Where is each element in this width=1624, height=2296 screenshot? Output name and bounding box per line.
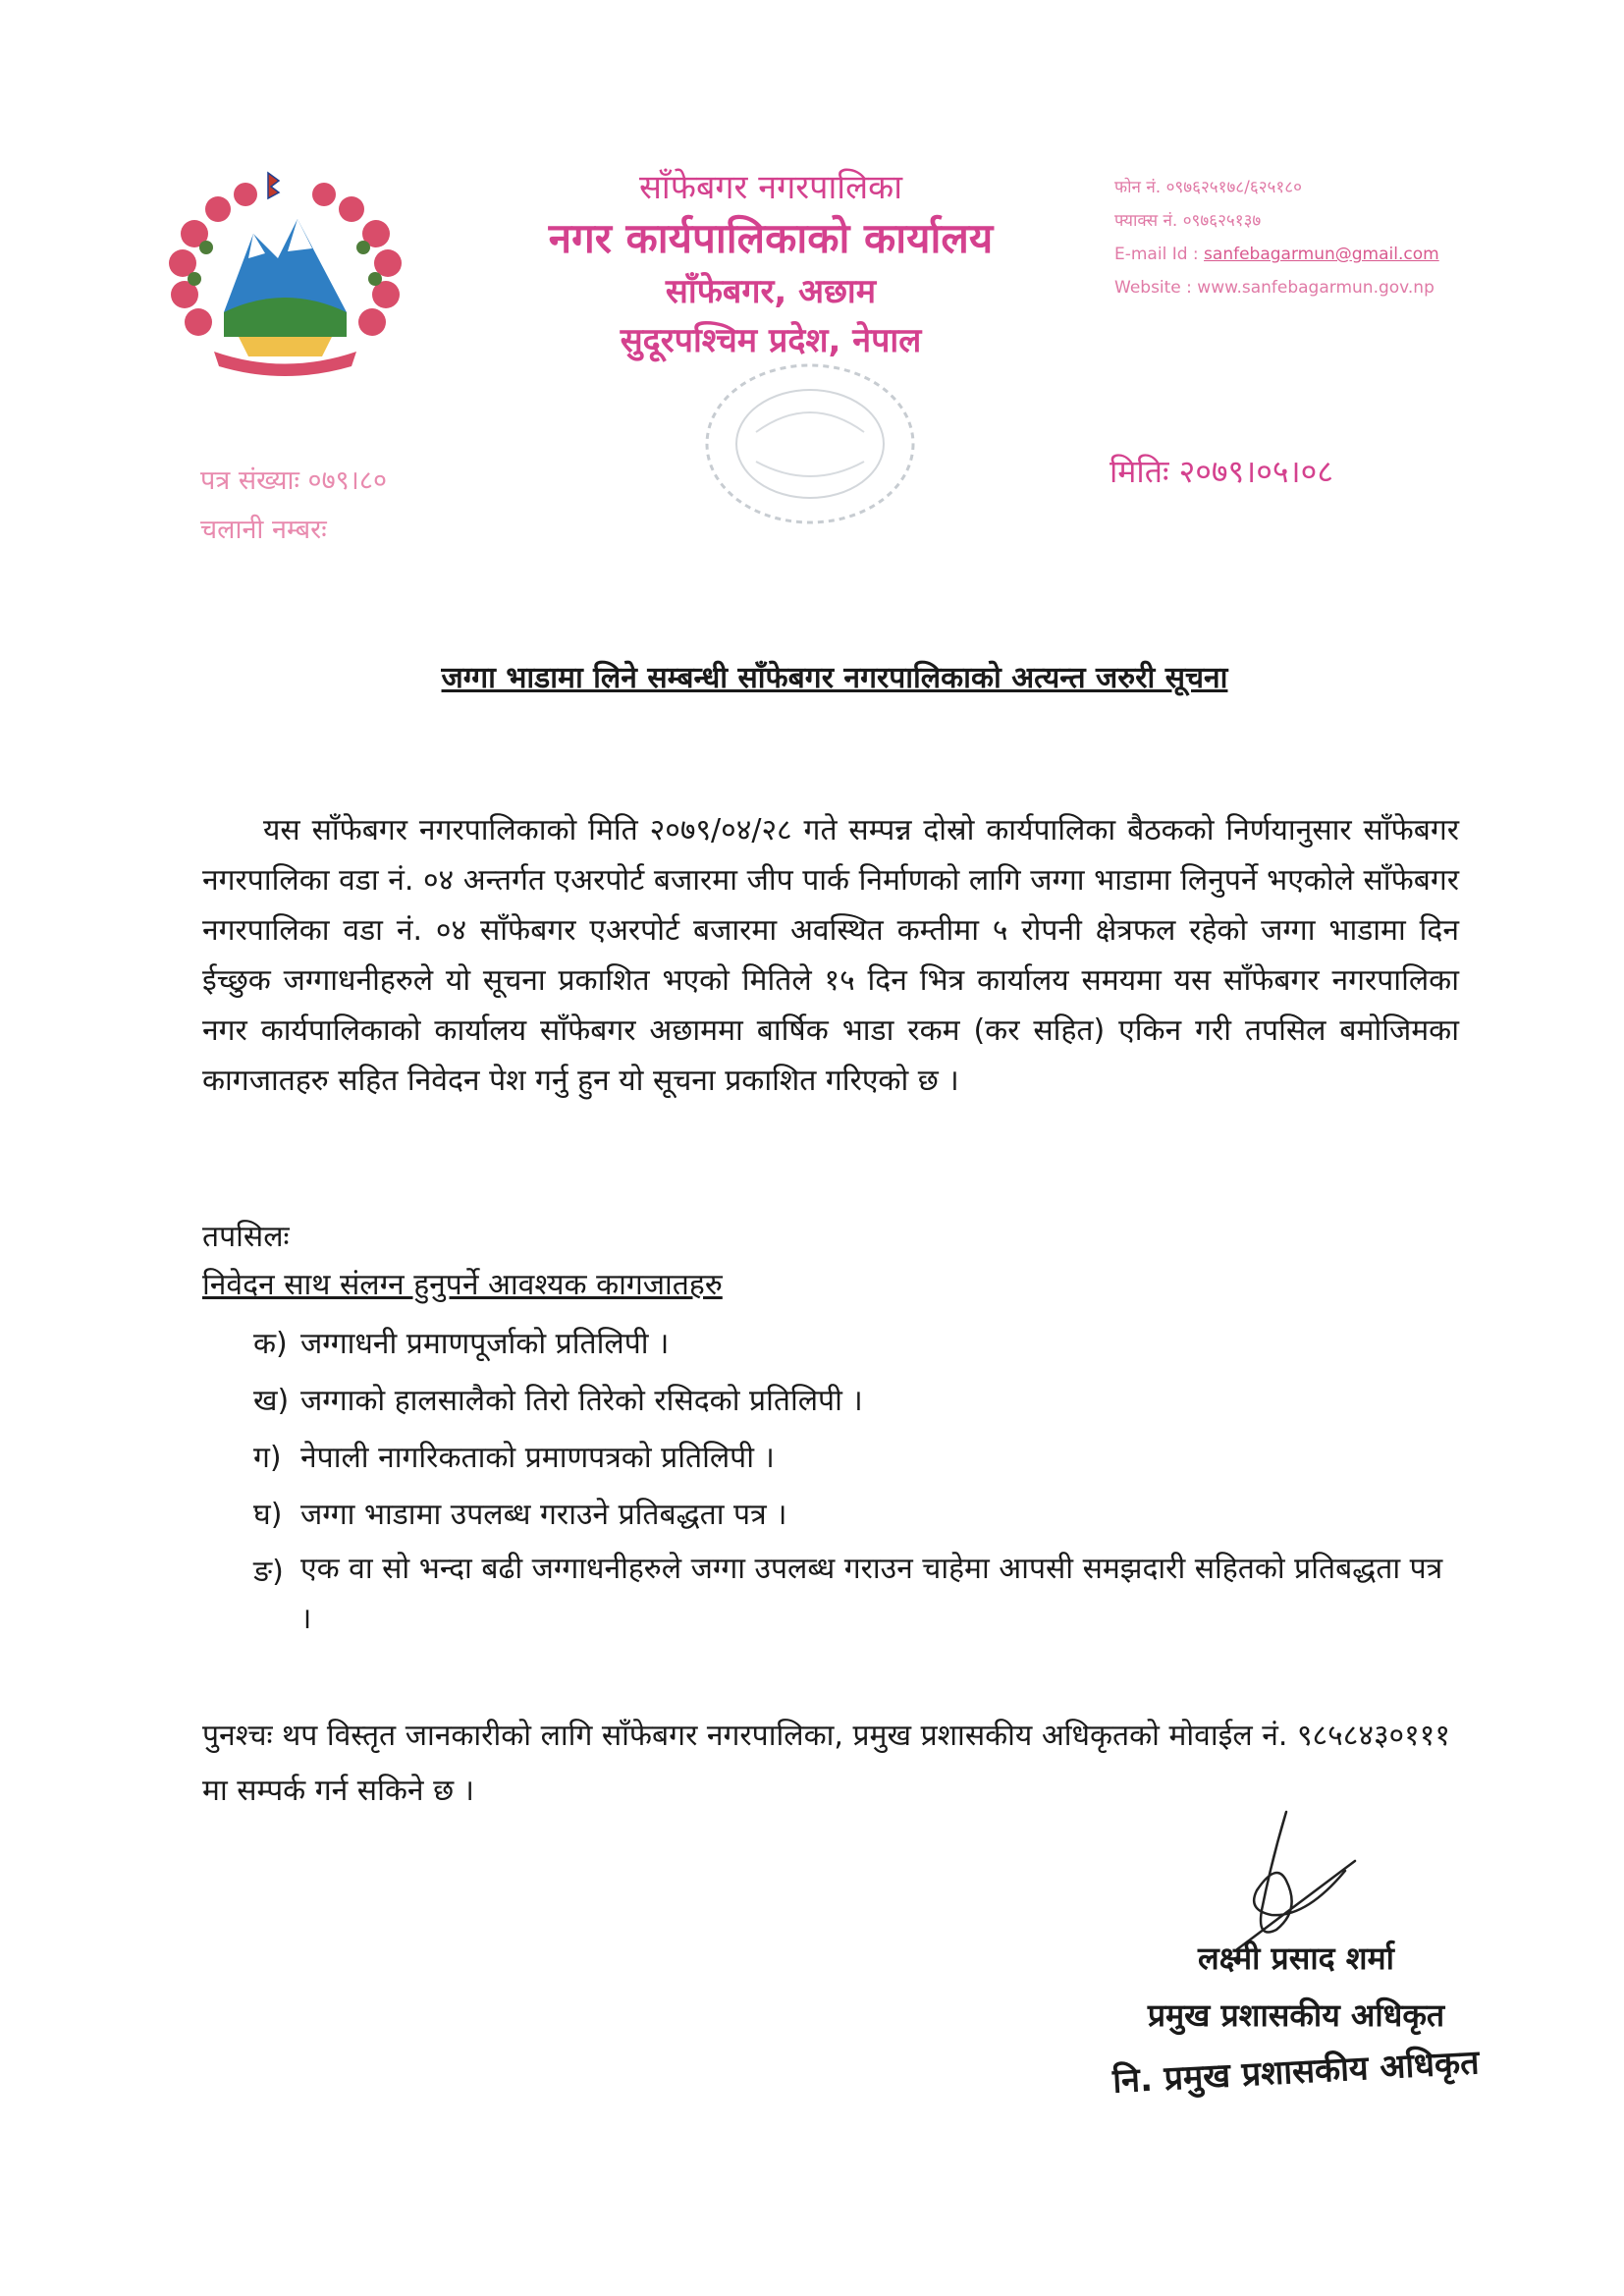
list-item: ङ) एक वा सो भन्दा बढी जग्गाधनीहरुले जग्गा उपलब्ध गराउन चाहेमा आपसी समझदारी सहितको प्रतिबद्धता पत्र । [253, 1552, 1443, 1636]
email-label: E-mail Id : [1114, 245, 1205, 264]
signatory-stamp: नि. प्रमुख प्रशासकीय अधिकृत [1111, 2043, 1481, 2102]
website-line[interactable]: Website : www.sanfebagarmun.gov.np [1114, 278, 1435, 298]
postscript: पुनश्चः थप विस्तृत जानकारीको लागि साँफेबगर नगरपालिका, प्रमुख प्रशासकीय अधिकृतको मोवाईल नं. ९८५८४३०१११ मा सम्पर्क गर्न सकिने छ । [202, 1719, 1450, 1808]
reference-block [200, 457, 387, 555]
list-item: ख) जग्गाको हालसालैको तिरो तिरेको रसिदको प्रतिलिपी । [253, 1384, 863, 1418]
signatory-name: लक्ष्मी प्रसाद शर्मा [1198, 1940, 1394, 1977]
notice-subject: जग्गा भाडामा लिने सम्बन्धी साँफेबगर नगरपालिकाको अत्यन्त जरुरी सूचना [441, 661, 1228, 695]
fax-number: फ्याक्स नं. ०९७६२५१३७ [1114, 211, 1262, 231]
signatory-title: प्रमुख प्रशासकीय अधिकृत [1147, 1996, 1445, 2034]
office-location: साँफेबगर, अछाम [665, 272, 877, 311]
contact-block [1114, 171, 1537, 304]
office-header [461, 165, 1080, 365]
email-link[interactable]: sanfebagarmun@gmail.com [1204, 245, 1439, 264]
email-line [1114, 238, 1537, 271]
phone-number: फोन नं. ०९७६२५१७८/६२५१८० [1114, 178, 1302, 197]
letter-date: मितिः २०७९।०५।०८ [1110, 453, 1333, 490]
office-seal-stamp [687, 354, 933, 535]
dispatch-number: चलानी नम्बरः [200, 515, 327, 545]
municipality-name: साँफेबगर नगरपालिका [638, 168, 903, 207]
province-country: सुदूरपश्चिम प्रदेश, नेपाल [620, 321, 922, 360]
list-item: क) जग्गाधनी प्रमाणपूर्जाको प्रतिलिपी । [253, 1327, 670, 1361]
schedule-label: तपसिलः [202, 1220, 290, 1254]
letter-number: पत्र संख्याः ०७९।८० [200, 465, 387, 496]
list-item: ग) नेपाली नागरिकताको प्रमाणपत्रको प्रतिलिपी । [253, 1441, 775, 1475]
nepal-government-emblem [155, 165, 415, 383]
signatory-block [1100, 1930, 1492, 2101]
notice-body: यस साँफेबगर नगरपालिकाको मिति २०७९/०४/२८ गते सम्पन्न दोस्रो कार्यपालिका बैठकको निर्णयानुसार साँफेबगर नगरपालिका वडा नं. ०४ अन्तर्गत एअरपोर्ट बजारमा जीप पार्क निर्माणको लागि जग्गा भाडामा लिनुपर्ने भएकोले साँफेबगर नगरपालिका वडा नं. ०४ साँफेबगर एअरपोर्ट बजारमा अवस्थित कम्तीमा ५ रोपनी क्षेत्रफल रहेको जग्गा भाडामा दिन ईच्छुक जग्गाधनीहरुले यो सूचना प्रकाशित भएको मितिले १५ दिन भित्र कार्यालय समयमा यस साँफेबगर नगरपालिका नगर कार्यपालिकाको कार्यालय साँफेबगर अछाममा बार्षिक भाडा रकम (कर सहित) एकिन गरी तपसिल बमोजिमका कागजातहरु सहित निवेदन पेश गर्नु हुन यो सूचना प्रकाशित गरिएको छ । [202, 813, 1459, 1098]
required-documents-heading: निवेदन साथ संलग्न हुनुपर्ने आवश्यक कागजातहरु [202, 1268, 723, 1302]
list-item: घ) जग्गा भाडामा उपलब्ध गराउने प्रतिबद्धता पत्र । [253, 1498, 787, 1532]
office-name: नगर कार्यपालिकाको कार्यालय [548, 214, 994, 262]
required-documents-list [253, 1316, 1461, 1644]
